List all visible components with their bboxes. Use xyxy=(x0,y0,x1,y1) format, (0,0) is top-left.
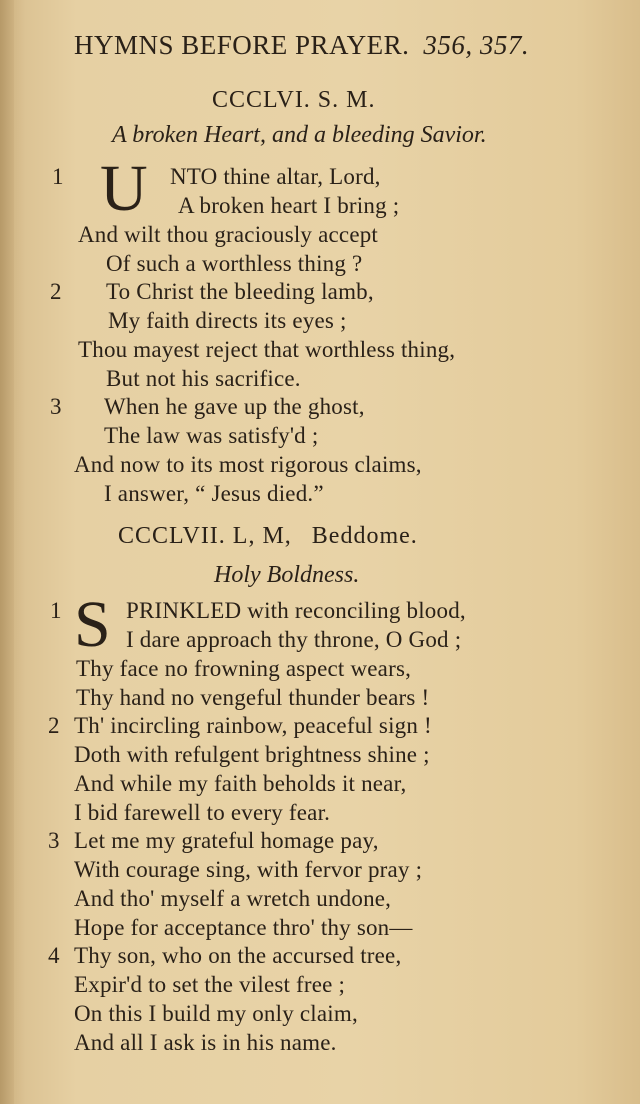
verse-line: I bid farewell to every fear. xyxy=(74,800,331,825)
drop-cap-letter: S xyxy=(74,588,111,661)
verse-line: And now to its most rigorous claims, xyxy=(74,452,422,477)
verse-line: The law was satisfy'd ; xyxy=(104,423,319,448)
verse-line: And all I ask is in his name. xyxy=(74,1030,337,1055)
verse-line: Thou mayest reject that worthless thing, xyxy=(78,337,456,362)
drop-cap-letter: U xyxy=(100,152,148,225)
verse-line: Th' incircling rainbow, peaceful sign ! xyxy=(74,713,432,738)
verse-line: Hope for acceptance thro' thy son— xyxy=(74,915,413,940)
hymn-357-subtitle: Holy Boldness. xyxy=(214,562,360,588)
verse-line: Expir'd to set the vilest free ; xyxy=(74,972,346,997)
verse-line: I dare approach thy throne, O God ; xyxy=(126,627,462,652)
header-page-numbers: 356, 357. xyxy=(423,30,530,60)
hymn-357-author: Beddome. xyxy=(311,523,418,549)
verse-line: But not his sacrifice. xyxy=(106,366,301,391)
verse-line: My faith directs its eyes ; xyxy=(108,308,347,333)
verse-line: On this I build my only claim, xyxy=(74,1001,358,1026)
verse-line: I answer, “ Jesus died.” xyxy=(104,481,324,506)
verse-number: 2 xyxy=(48,713,60,738)
verse-number: 3 xyxy=(50,394,62,419)
hymn-357-heading xyxy=(118,523,418,550)
verse-line: And wilt thou graciously accept xyxy=(78,222,379,247)
verse-line: And tho' myself a wretch undone, xyxy=(74,886,392,911)
verse-line: Thy son, who on the accursed tree, xyxy=(74,943,402,968)
hymn-356-subtitle: A broken Heart, and a bleeding Savior. xyxy=(112,122,487,148)
verse-line: Of such a worthless thing ? xyxy=(106,251,363,276)
verse-number: 1 xyxy=(50,598,62,623)
verse-line: And while my faith beholds it near, xyxy=(74,771,407,796)
verse-line: A broken heart I bring ; xyxy=(178,193,400,218)
header-title: HYMNS BEFORE PRAYER. xyxy=(74,30,410,60)
verse-line: Doth with refulgent brightness shine ; xyxy=(74,742,430,767)
hymn-356-number: CCCLVI. S. M. xyxy=(212,87,376,113)
verse-line: Thy face no frowning aspect wears, xyxy=(76,656,412,681)
verse-number: 1 xyxy=(52,164,64,189)
verse-line: When he gave up the ghost, xyxy=(104,394,365,419)
verse-number: 3 xyxy=(48,828,60,853)
verse-line: With courage sing, with fervor pray ; xyxy=(74,857,423,882)
verse-line: NTO thine altar, Lord, xyxy=(170,164,381,189)
hymn-357-number: CCCLVII. L, M, xyxy=(118,523,292,549)
verse-line: To Christ the bleeding lamb, xyxy=(106,279,374,304)
verse-number: 4 xyxy=(48,943,60,968)
verse-number: 2 xyxy=(50,279,62,304)
running-header xyxy=(74,30,529,61)
verse-line: Let me my grateful homage pay, xyxy=(74,828,379,853)
verse-line: PRINKLED with reconciling blood, xyxy=(126,598,466,623)
page-gutter xyxy=(0,0,14,1104)
verse-line: Thy hand no vengeful thunder bears ! xyxy=(76,685,430,710)
